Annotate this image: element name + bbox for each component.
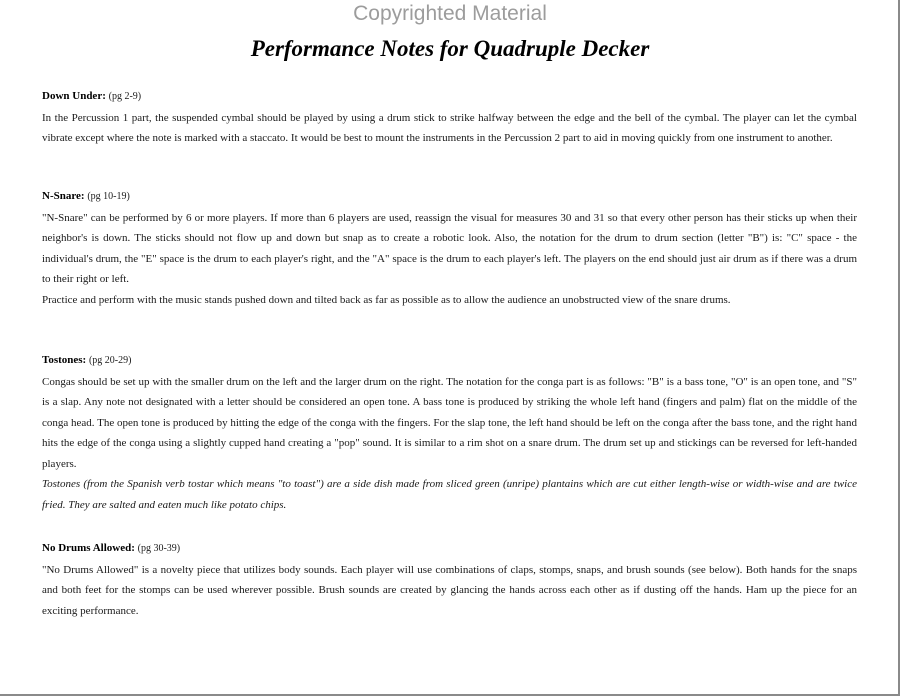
section-italic-note: Tostones (from the Spanish verb tostar which means "to toast") are a side dish made from sliced green (unripe) plantains which are cut either length-wise or width-wise and are twice fried. They are salted and eaten much like potato chips. <box>42 478 857 511</box>
page-title: Performance Notes for Quadruple Decker <box>250 36 650 61</box>
section-page-range: (pg 30-39) <box>137 543 181 554</box>
section-page-range: (pg 10-19) <box>87 191 130 202</box>
section-paragraph: Practice and perform with the music stands pushed down and tilted back as far as possible as to allow the audience an unobstructed view of the snare drums. <box>42 293 731 306</box>
watermark: Copyrighted Material <box>353 2 547 25</box>
section-heading-label: Down Under: <box>42 90 106 102</box>
section-heading <box>42 350 857 372</box>
section-heading-label: N-Snare: <box>42 190 85 202</box>
section-heading <box>42 86 857 108</box>
section-down-under <box>42 86 857 149</box>
section-paragraph: "No Drums Allowed" is a novelty piece that utilizes body sounds. Each player will use combinations of claps, stomps, snaps, and brush sounds (see below). Both hands for the snaps and both feet for the stomps can be used wherever possible. Brush sounds are created by glancing the hands across each other as if dusting off the hands. Ham up the piece for an exciting performance. <box>42 563 857 617</box>
section-tostones <box>42 350 857 515</box>
section-heading <box>42 186 857 208</box>
section-paragraph: In the Percussion 1 part, the suspended cymbal should be played by using a drum stick to strike halfway between the edge and the bell of the cymbal. The player can let the cymbal vibrate except where the note is marked with a staccato. It would be best to mount the instruments in the Percussion 2 part to aid in moving quickly from one instrument to another. <box>42 111 857 144</box>
section-n-snare <box>42 186 857 310</box>
section-page-range: (pg 2-9) <box>108 91 142 102</box>
section-no-drums-allowed <box>42 538 857 621</box>
section-paragraph: "N-Snare" can be performed by 6 or more players. If more than 6 players are used, reassign the visual for measures 30 and 31 so that every other person has their sticks up when their neighbor's is down. The sticks should not flow up and down but snap as to create a robotic look. Also, the notation for the drum to drum section (letter "B") is: "C" space - the individual's drum, the "E" space is the drum to each player's right, and the "A" space is the drum to each player's left. The players on the end should just air drum as if there was a drum to their right or left. <box>42 211 857 285</box>
section-heading <box>42 538 857 560</box>
section-heading-label: Tostones: <box>42 354 87 366</box>
section-heading-label: No Drums Allowed: <box>42 542 135 554</box>
section-page-range: (pg 20-29) <box>88 355 132 366</box>
section-paragraph: Congas should be set up with the smaller drum on the left and the larger drum on the right. The notation for the conga part is as follows: "B" is a bass tone, "O" is an open tone, and "S" is a slap. Any note not designated with a letter should be considered an open tone. A bass tone is produced by striking the whole left hand (fingers and palm) flat on the middle of the conga head. The open tone is produced by hitting the edge of the conga with the fingers. For the slap tone, the left hand should be left on the conga after the bass tone, and the right hand hits the edge of the conga using a slightly cupped hand creating a "pop" sound. It is similar to a rim shot on a snare drum. The drum set up and stickings can be reversed for left-handed players. <box>42 375 857 470</box>
